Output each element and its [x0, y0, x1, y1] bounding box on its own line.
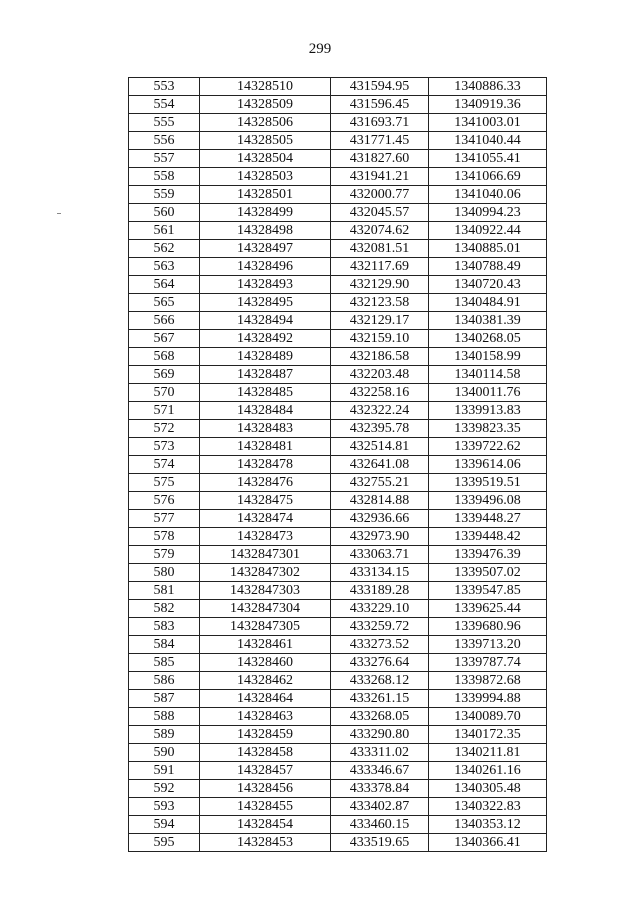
y-coordinate-cell: 1339680.96: [429, 618, 547, 636]
table-row: [129, 726, 547, 744]
row-number-cell: 588: [129, 708, 200, 726]
x-coordinate-cell: 432117.69: [331, 258, 429, 276]
table-row: [129, 816, 547, 834]
table-row: [129, 132, 547, 150]
x-coordinate-cell: 432123.58: [331, 294, 429, 312]
row-number-cell: 556: [129, 132, 200, 150]
table-row: [129, 834, 547, 852]
x-coordinate-cell: 432973.90: [331, 528, 429, 546]
table-row: [129, 636, 547, 654]
row-number-cell: 578: [129, 528, 200, 546]
y-coordinate-cell: 1339507.02: [429, 564, 547, 582]
y-coordinate-cell: 1340919.36: [429, 96, 547, 114]
table-row: [129, 672, 547, 690]
x-coordinate-cell: 431596.45: [331, 96, 429, 114]
x-coordinate-cell: 432814.88: [331, 492, 429, 510]
x-coordinate-cell: 432514.81: [331, 438, 429, 456]
y-coordinate-cell: 1339713.20: [429, 636, 547, 654]
table-row: [129, 294, 547, 312]
table-row: [129, 384, 547, 402]
x-coordinate-cell: 431693.71: [331, 114, 429, 132]
y-coordinate-cell: 1340994.23: [429, 204, 547, 222]
x-coordinate-cell: 431827.60: [331, 150, 429, 168]
y-coordinate-cell: 1340211.81: [429, 744, 547, 762]
x-coordinate-cell: 432074.62: [331, 222, 429, 240]
y-coordinate-cell: 1340366.41: [429, 834, 547, 852]
page-number: 299: [308, 41, 332, 57]
table-row: [129, 744, 547, 762]
table-row: [129, 96, 547, 114]
x-coordinate-cell: 431941.21: [331, 168, 429, 186]
table-row: [129, 456, 547, 474]
point-id-cell: 14328454: [200, 816, 331, 834]
row-number-cell: 553: [129, 78, 200, 96]
x-coordinate-cell: 432203.48: [331, 366, 429, 384]
point-id-cell: 14328501: [200, 186, 331, 204]
y-coordinate-cell: 1340322.83: [429, 798, 547, 816]
y-coordinate-cell: 1341066.69: [429, 168, 547, 186]
point-id-cell: 14328484: [200, 402, 331, 420]
table-row: [129, 330, 547, 348]
table-row: [129, 690, 547, 708]
point-id-cell: 14328499: [200, 204, 331, 222]
y-coordinate-cell: 1340268.05: [429, 330, 547, 348]
point-id-cell: 14328504: [200, 150, 331, 168]
x-coordinate-cell: 433378.84: [331, 780, 429, 798]
coordinates-table: [128, 77, 547, 852]
point-id-cell: 14328485: [200, 384, 331, 402]
table-body: [129, 78, 547, 852]
row-number-cell: 584: [129, 636, 200, 654]
table-row: [129, 150, 547, 168]
row-number-cell: 560: [129, 204, 200, 222]
table-row: [129, 366, 547, 384]
x-coordinate-cell: 432322.24: [331, 402, 429, 420]
y-coordinate-cell: 1339519.51: [429, 474, 547, 492]
point-id-cell: 1432847304: [200, 600, 331, 618]
x-coordinate-cell: 433346.67: [331, 762, 429, 780]
point-id-cell: 14328506: [200, 114, 331, 132]
table-row: [129, 78, 547, 96]
x-coordinate-cell: 432755.21: [331, 474, 429, 492]
table-row: [129, 798, 547, 816]
row-number-cell: 582: [129, 600, 200, 618]
row-number-cell: 573: [129, 438, 200, 456]
row-number-cell: 557: [129, 150, 200, 168]
table-row: [129, 348, 547, 366]
table-row: [129, 420, 547, 438]
x-coordinate-cell: 433519.65: [331, 834, 429, 852]
row-number-cell: 558: [129, 168, 200, 186]
x-coordinate-cell: 433290.80: [331, 726, 429, 744]
table-row: [129, 258, 547, 276]
x-coordinate-cell: 431771.45: [331, 132, 429, 150]
row-number-cell: 572: [129, 420, 200, 438]
point-id-cell: 14328455: [200, 798, 331, 816]
x-coordinate-cell: 432000.77: [331, 186, 429, 204]
y-coordinate-cell: 1340484.91: [429, 294, 547, 312]
y-coordinate-cell: 1340720.43: [429, 276, 547, 294]
y-coordinate-cell: 1339448.42: [429, 528, 547, 546]
row-number-cell: 559: [129, 186, 200, 204]
point-id-cell: 14328494: [200, 312, 331, 330]
x-coordinate-cell: 432395.78: [331, 420, 429, 438]
x-coordinate-cell: 432641.08: [331, 456, 429, 474]
row-number-cell: 583: [129, 618, 200, 636]
x-coordinate-cell: 432129.17: [331, 312, 429, 330]
point-id-cell: 14328476: [200, 474, 331, 492]
y-coordinate-cell: 1340172.35: [429, 726, 547, 744]
row-number-cell: 591: [129, 762, 200, 780]
y-coordinate-cell: 1341003.01: [429, 114, 547, 132]
point-id-cell: 14328496: [200, 258, 331, 276]
point-id-cell: 14328503: [200, 168, 331, 186]
y-coordinate-cell: 1339722.62: [429, 438, 547, 456]
y-coordinate-cell: 1340089.70: [429, 708, 547, 726]
row-number-cell: 564: [129, 276, 200, 294]
x-coordinate-cell: 431594.95: [331, 78, 429, 96]
table-row: [129, 402, 547, 420]
x-coordinate-cell: 433189.28: [331, 582, 429, 600]
x-coordinate-cell: 433261.15: [331, 690, 429, 708]
row-number-cell: 587: [129, 690, 200, 708]
table-row: [129, 276, 547, 294]
table-row: [129, 600, 547, 618]
table-row: [129, 546, 547, 564]
y-coordinate-cell: 1340261.16: [429, 762, 547, 780]
x-coordinate-cell: 433259.72: [331, 618, 429, 636]
table-row: [129, 528, 547, 546]
y-coordinate-cell: 1339547.85: [429, 582, 547, 600]
table-row: [129, 708, 547, 726]
row-number-cell: 555: [129, 114, 200, 132]
table-row: [129, 438, 547, 456]
point-id-cell: 14328492: [200, 330, 331, 348]
row-number-cell: 581: [129, 582, 200, 600]
x-coordinate-cell: 433268.05: [331, 708, 429, 726]
row-number-cell: 585: [129, 654, 200, 672]
x-coordinate-cell: 433268.12: [331, 672, 429, 690]
x-coordinate-cell: 432258.16: [331, 384, 429, 402]
table-row: [129, 762, 547, 780]
point-id-cell: 14328497: [200, 240, 331, 258]
x-coordinate-cell: 432159.10: [331, 330, 429, 348]
y-coordinate-cell: 1339496.08: [429, 492, 547, 510]
point-id-cell: 14328463: [200, 708, 331, 726]
table-row: [129, 654, 547, 672]
x-coordinate-cell: 433134.15: [331, 564, 429, 582]
y-coordinate-cell: 1340305.48: [429, 780, 547, 798]
table-row: [129, 204, 547, 222]
row-number-cell: 567: [129, 330, 200, 348]
y-coordinate-cell: 1339913.83: [429, 402, 547, 420]
point-id-cell: 14328481: [200, 438, 331, 456]
point-id-cell: 14328478: [200, 456, 331, 474]
table-row: [129, 510, 547, 528]
table-row: [129, 474, 547, 492]
row-number-cell: 561: [129, 222, 200, 240]
point-id-cell: 14328495: [200, 294, 331, 312]
row-number-cell: 580: [129, 564, 200, 582]
row-number-cell: 571: [129, 402, 200, 420]
row-number-cell: 576: [129, 492, 200, 510]
margin-mark: [57, 213, 61, 214]
y-coordinate-cell: 1339625.44: [429, 600, 547, 618]
y-coordinate-cell: 1341055.41: [429, 150, 547, 168]
point-id-cell: 14328458: [200, 744, 331, 762]
row-number-cell: 554: [129, 96, 200, 114]
table-row: [129, 780, 547, 798]
x-coordinate-cell: 432045.57: [331, 204, 429, 222]
point-id-cell: 14328505: [200, 132, 331, 150]
row-number-cell: 574: [129, 456, 200, 474]
table-row: [129, 564, 547, 582]
point-id-cell: 14328498: [200, 222, 331, 240]
y-coordinate-cell: 1339872.68: [429, 672, 547, 690]
y-coordinate-cell: 1340158.99: [429, 348, 547, 366]
table-row: [129, 582, 547, 600]
point-id-cell: 14328459: [200, 726, 331, 744]
point-id-cell: 14328457: [200, 762, 331, 780]
table-row: [129, 240, 547, 258]
point-id-cell: 14328460: [200, 654, 331, 672]
row-number-cell: 566: [129, 312, 200, 330]
point-id-cell: 14328456: [200, 780, 331, 798]
table-row: [129, 168, 547, 186]
point-id-cell: 14328461: [200, 636, 331, 654]
y-coordinate-cell: 1339787.74: [429, 654, 547, 672]
row-number-cell: 579: [129, 546, 200, 564]
y-coordinate-cell: 1339614.06: [429, 456, 547, 474]
x-coordinate-cell: 433311.02: [331, 744, 429, 762]
table-row: [129, 114, 547, 132]
row-number-cell: 592: [129, 780, 200, 798]
x-coordinate-cell: 433273.52: [331, 636, 429, 654]
table-row: [129, 312, 547, 330]
x-coordinate-cell: 432186.58: [331, 348, 429, 366]
point-id-cell: 14328510: [200, 78, 331, 96]
table-row: [129, 222, 547, 240]
row-number-cell: 595: [129, 834, 200, 852]
point-id-cell: 1432847301: [200, 546, 331, 564]
y-coordinate-cell: 1340922.44: [429, 222, 547, 240]
row-number-cell: 590: [129, 744, 200, 762]
y-coordinate-cell: 1339476.39: [429, 546, 547, 564]
y-coordinate-cell: 1339448.27: [429, 510, 547, 528]
point-id-cell: 1432847303: [200, 582, 331, 600]
x-coordinate-cell: 432129.90: [331, 276, 429, 294]
x-coordinate-cell: 432936.66: [331, 510, 429, 528]
row-number-cell: 586: [129, 672, 200, 690]
point-id-cell: 14328493: [200, 276, 331, 294]
y-coordinate-cell: 1340788.49: [429, 258, 547, 276]
x-coordinate-cell: 433276.64: [331, 654, 429, 672]
y-coordinate-cell: 1340114.58: [429, 366, 547, 384]
point-id-cell: 14328464: [200, 690, 331, 708]
point-id-cell: 14328474: [200, 510, 331, 528]
x-coordinate-cell: 433402.87: [331, 798, 429, 816]
table-row: [129, 492, 547, 510]
point-id-cell: 1432847305: [200, 618, 331, 636]
point-id-cell: 14328489: [200, 348, 331, 366]
row-number-cell: 589: [129, 726, 200, 744]
x-coordinate-cell: 433063.71: [331, 546, 429, 564]
point-id-cell: 14328453: [200, 834, 331, 852]
row-number-cell: 594: [129, 816, 200, 834]
y-coordinate-cell: 1340011.76: [429, 384, 547, 402]
row-number-cell: 568: [129, 348, 200, 366]
point-id-cell: 14328462: [200, 672, 331, 690]
y-coordinate-cell: 1341040.44: [429, 132, 547, 150]
table-row: [129, 186, 547, 204]
row-number-cell: 593: [129, 798, 200, 816]
y-coordinate-cell: 1340885.01: [429, 240, 547, 258]
table-row: [129, 618, 547, 636]
x-coordinate-cell: 433229.10: [331, 600, 429, 618]
row-number-cell: 577: [129, 510, 200, 528]
row-number-cell: 569: [129, 366, 200, 384]
point-id-cell: 14328487: [200, 366, 331, 384]
point-id-cell: 14328509: [200, 96, 331, 114]
row-number-cell: 570: [129, 384, 200, 402]
row-number-cell: 575: [129, 474, 200, 492]
point-id-cell: 14328475: [200, 492, 331, 510]
y-coordinate-cell: 1341040.06: [429, 186, 547, 204]
y-coordinate-cell: 1340353.12: [429, 816, 547, 834]
y-coordinate-cell: 1340886.33: [429, 78, 547, 96]
row-number-cell: 565: [129, 294, 200, 312]
y-coordinate-cell: 1339823.35: [429, 420, 547, 438]
row-number-cell: 563: [129, 258, 200, 276]
point-id-cell: 14328473: [200, 528, 331, 546]
x-coordinate-cell: 433460.15: [331, 816, 429, 834]
y-coordinate-cell: 1339994.88: [429, 690, 547, 708]
x-coordinate-cell: 432081.51: [331, 240, 429, 258]
y-coordinate-cell: 1340381.39: [429, 312, 547, 330]
point-id-cell: 14328483: [200, 420, 331, 438]
row-number-cell: 562: [129, 240, 200, 258]
point-id-cell: 1432847302: [200, 564, 331, 582]
